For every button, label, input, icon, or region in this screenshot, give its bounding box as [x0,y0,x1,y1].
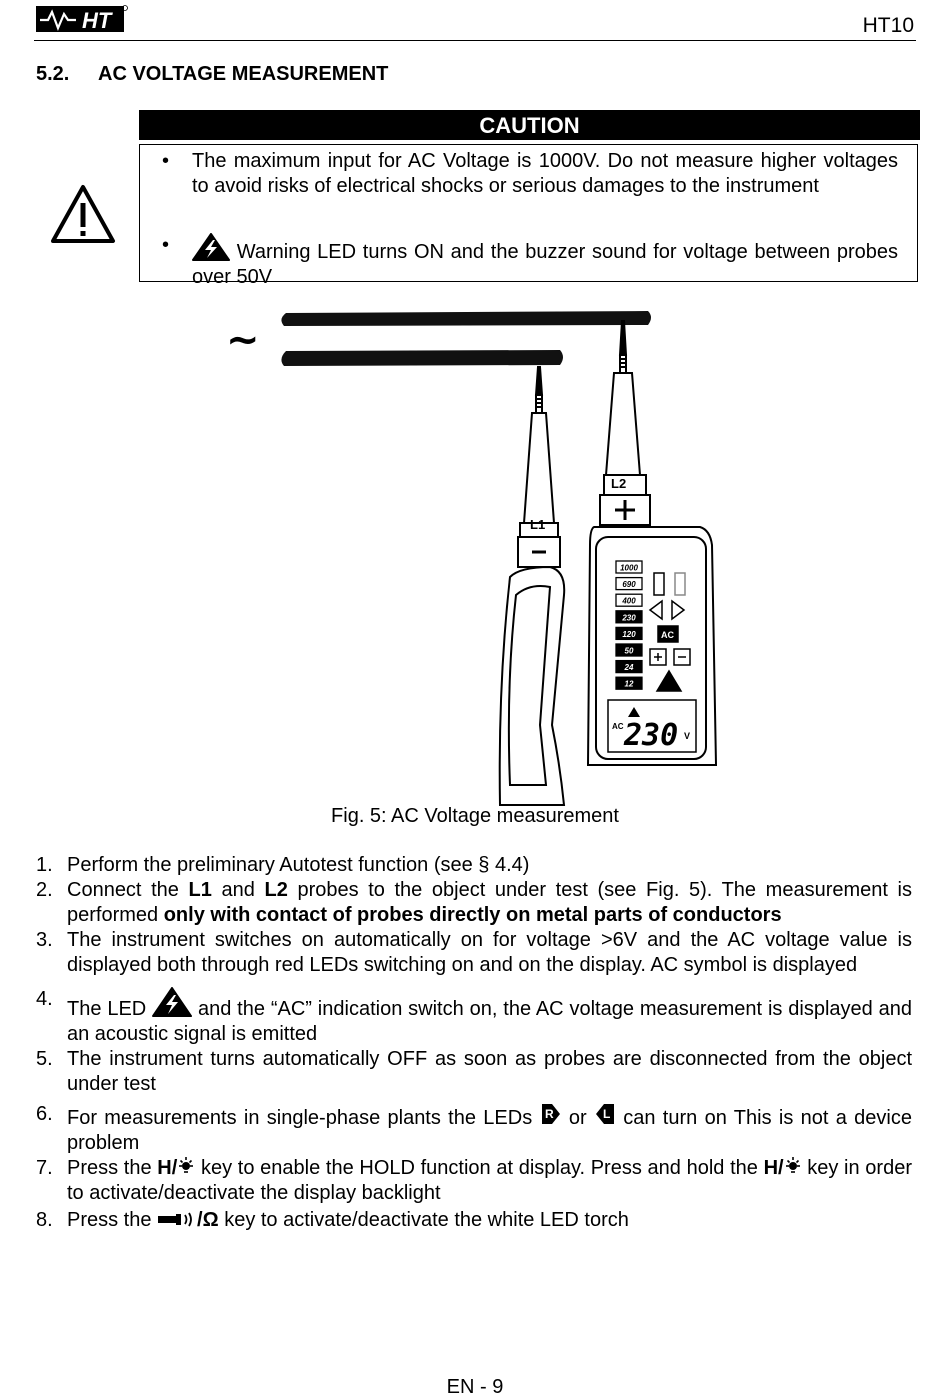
section-number: 5.2. [36,63,70,85]
voltage-warning-led-icon [152,987,192,1017]
step-number: 8. [36,1209,53,1231]
step-text: or [561,1107,594,1129]
step-text: Press the [67,1157,158,1179]
ac-indicator-label: AC [661,630,674,640]
scale-label: 120 [622,629,636,639]
scale-label: 230 [622,613,636,623]
list-item [36,987,912,1047]
logo-text: HT [82,8,112,33]
bullet-icon: • [162,150,170,172]
list-item [36,1102,912,1156]
step-number: 7. [36,1157,53,1179]
section-heading: AC VOLTAGE MEASUREMENT [98,63,389,85]
lcd-unit: V [684,731,691,741]
step-number: 6. [36,1103,53,1125]
step-number: 2. [36,879,53,901]
lcd-value: 230 [624,718,679,753]
tester-illustration [220,305,720,810]
list-item [36,928,912,978]
step-text: can turn on This is not a device problem [67,1107,912,1154]
probe-l2-label: L2 [611,476,627,491]
step-text: probes to the object under test (see Fig. 5). The measurement is performed [67,879,912,926]
step-text: Perform the preliminary Autotest function (see § 4.4) [67,854,530,876]
step-text: and the “AC” indication switch on, the AC voltage measurement is displayed and an acoustic signal is emitted [67,998,912,1045]
probe-l1 [500,367,565,805]
procedure-list [36,853,912,1233]
step-number: 1. [36,854,53,876]
list-item [36,878,912,928]
caution-box [139,144,918,288]
torch-continuity-icon [157,1210,197,1228]
hold-key-label: H/ [763,1157,784,1179]
scale-label: 1000 [620,563,638,573]
step-text: The LED [67,998,153,1020]
ac-symbol: ~ [226,317,260,363]
torch-key-label: /Ω [197,1209,219,1231]
step-text: The instrument switches on automatically on for voltage >6V and the AC voltage value is displayed both through red LEDs switching on and on the display. AC symbol is displayed [67,929,912,976]
header-divider [34,40,916,41]
step-text: key to enable the HOLD function at display. Press and hold the [195,1157,764,1179]
caution-text: Warning LED turns ON and the buzzer sound for voltage between probes over 50V [192,241,898,288]
header-model: HT10 [862,14,914,37]
page-number: EN - 9 [446,1376,504,1398]
step-text: Connect the [67,879,189,901]
probe-l1-label: L1 [530,517,546,532]
probe-name: L1 [188,879,212,901]
svg-text:L: L [602,1107,611,1121]
step-text: Press the [67,1209,158,1231]
conductor-top [281,311,651,326]
voltage-warning-led-icon [192,233,230,261]
scale-label: 50 [624,646,634,656]
bullet-icon: • [162,234,170,256]
warning-triangle-icon [50,183,116,245]
probe-l2 [588,321,716,765]
scale-label: 12 [624,679,634,689]
step-number: 5. [36,1048,53,1070]
step-number: 3. [36,929,53,951]
list-item [36,1156,912,1206]
ht-logo [36,4,128,34]
lcd-mode: AC [612,722,624,731]
step-text: For measurements in single-phase plants the LEDs [67,1107,540,1129]
section-title [36,63,388,86]
emphasis-text: only with contact of probes directly on metal parts of conductors [163,904,782,926]
step-text: key to activate/deactivate the white LED torch [218,1209,629,1231]
conductor-bottom [281,350,563,366]
list-item [36,1047,912,1097]
figure-caption: Fig. 5: AC Voltage measurement [331,805,619,827]
scale-label: 690 [622,580,636,590]
left-led-icon [594,1102,616,1126]
list-item [36,1208,912,1233]
probe-name: L2 [264,879,288,901]
step-text: and [211,879,265,901]
list-item [36,853,912,878]
caution-text: The maximum input for AC Voltage is 1000V. Do not measure higher voltages to avoid risks of electrical shocks or serious damages to the instrument [192,150,898,197]
step-text: key in order to activate/deactivate the display backlight [67,1157,912,1204]
caution-header: CAUTION [139,110,920,140]
caution-item [162,149,898,199]
right-led-icon [540,1102,562,1126]
hold-key-label: H/ [157,1157,178,1179]
scale-label: 400 [622,596,636,606]
scale-label: 24 [624,663,634,673]
backlight-icon [784,1156,802,1176]
caution-item [162,233,898,290]
step-text: The instrument turns automatically OFF as soon as probes are disconnected from the object under test [67,1048,912,1095]
svg-text:R: R [544,1107,554,1121]
backlight-icon [177,1156,195,1176]
step-number: 4. [36,988,53,1010]
